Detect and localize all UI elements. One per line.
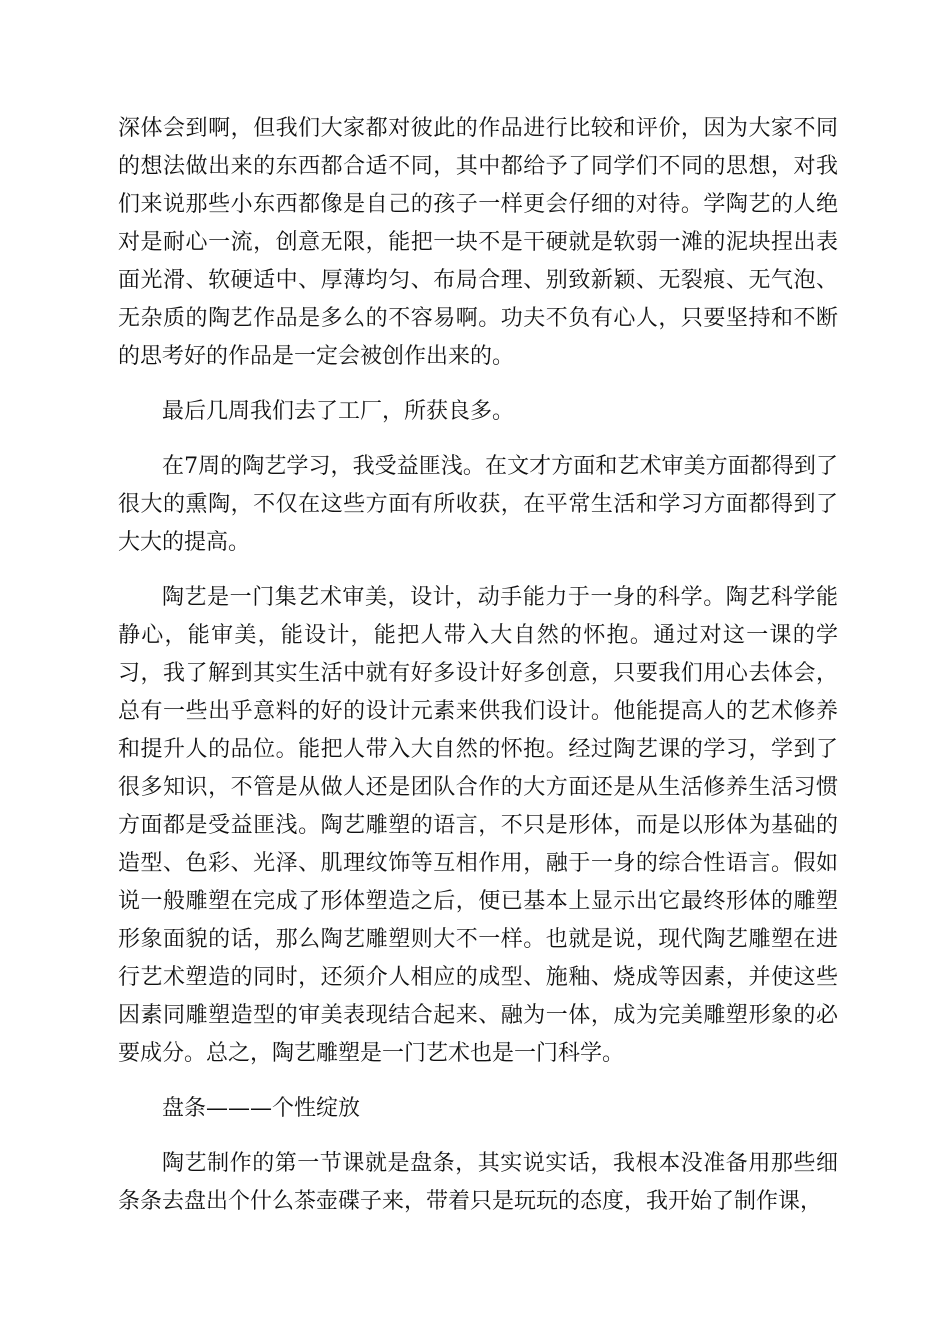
paragraph-ceramics-art: 陶艺是一门集艺术审美，设计，动手能力于一身的科学。陶艺科学能静心，能审美，能设计，能把人带入大自然的怀抱。通过对这一课的学习，我了解到其实生活中就有好多设计好多创意，只要我们用心去体会，总有一些出乎意料的好的设计元素来供我们设计。他能提高人的艺术修养和提升人的品位。能把人带入大自然的怀抱。经过陶艺课的学习，学到了很多知识，不管是从做人还是团队合作的大方面还是从生活修养生活习惯方面都是受益匪浅。陶艺雕塑的语言，不只是形体，而是以形体为基础的造型、色彩、光泽、肌理纹饰等互相作用，融于一身的综合性语言。假如说一般雕塑在完成了形体塑造之后，便已基本上显示出它最终形体的雕塑形象面貌的话，那么陶艺雕塑则大不一样。也就是说，现代陶艺雕塑在进行艺术塑造的同时，还须介人相应的成型、施釉、烧成等因素，并使这些因素同雕塑造型的审美表现结合起来、融为一体，成为完美雕塑形象的必要成分。总之，陶艺雕塑是一门艺术也是一门科学。: [118, 585, 838, 1066]
section-heading-coiling: 盘条———个性绽放: [162, 1096, 361, 1121]
paragraph-first-lesson: 陶艺制作的第一节课就是盘条，其实说实话，我根本没准备用那些细条条去盘出个什么茶壶碟子来，带着只是玩玩的态度，我开始了制作课，: [118, 1151, 838, 1214]
paragraph-factory: 最后几周我们去了工厂，所获良多。: [162, 399, 515, 424]
paragraph-seven-weeks: 在7周的陶艺学习，我受益匪浅。在文才方面和艺术审美方面都得到了很大的熏陶，不仅在这些方面有所收获，在平常生活和学习方面都得到了大大的提高。: [118, 454, 838, 555]
document-body: [118, 110, 838, 1221]
paragraph-continued: 深体会到啊，但我们大家都对彼此的作品进行比较和评价，因为大家不同的想法做出来的东西都合适不同，其中都给予了同学们不同的思想，对我们来说那些小东西都像是自己的孩子一样更会仔细的对待。学陶艺的人绝对是耐心一流，创意无限，能把一块不是干硬就是软弱一滩的泥块捏出表面光滑、软硬适中、厚薄均匀、布局合理、别致新颖、无裂痕、无气泡、无杂质的陶艺作品是多么的不容易啊。功夫不负有心人，只要坚持和不断的思考好的作品是一定会被创作出来的。: [118, 116, 838, 369]
